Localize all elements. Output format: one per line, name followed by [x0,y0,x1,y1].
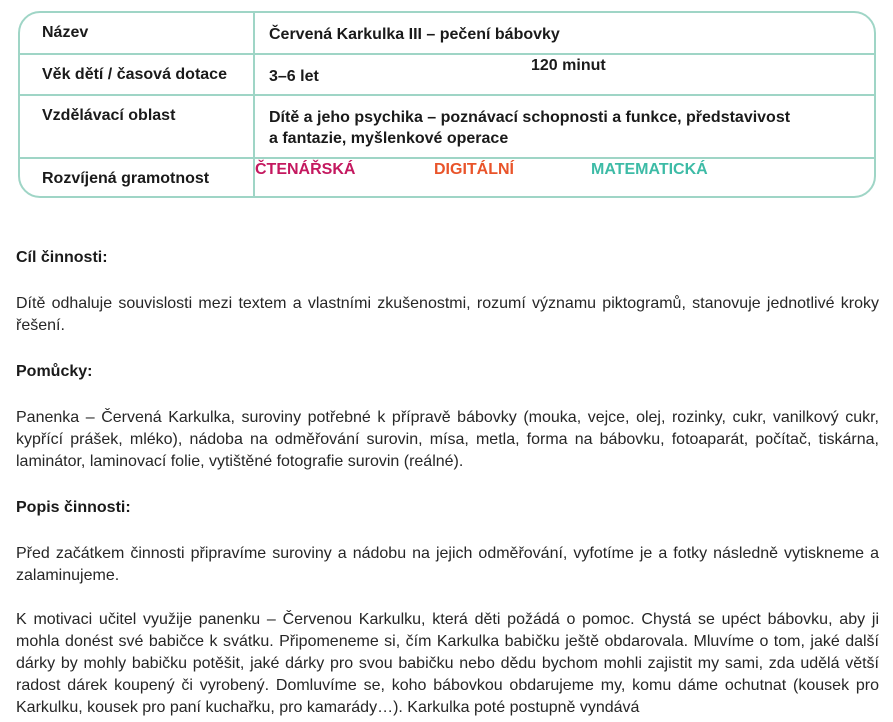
value-nazev: Červená Karkulka III – pečení bábovky [269,26,560,43]
pomucky-heading: Pomůcky: [16,363,93,380]
row-vzdelavaci-oblast [20,96,874,159]
value-gramotnost [255,159,874,198]
row-gramotnost [20,159,874,198]
value-vek-dotace [255,55,874,94]
label-nazev: Název [20,13,255,53]
label-vzdelavaci-oblast: Vzdělávací oblast [20,96,255,157]
popis-heading: Popis činnosti: [16,499,131,516]
document-body [16,247,879,719]
popis-text-2: K motivaci učitel využije panenku – Červenou Karkulku, která děti požádá o pomoc. Chystá se upéct bábovku, aby ji mohla donést své babičce k svátku. Připomeneme si, čím Karkulka babičku ještě obdarovala. Mluvíme o tom, jaké další dárky by mohly babičku potěšit, jaké dárky pro svou babičku nebo dědu bychom mohli zajistit my sami, zda udělá větší radost dárek koupený či vyrobený. Domluvíme se, koho bábovkou obdarujeme my, komu dáme ochutnat (kousek pro Karkulku, kousek pro paní kuchařku, pro kamarády…). Karkulka poté postupně vyndává [16,611,879,716]
time-allocation: 120 minut [531,57,606,74]
pomucky-text: Panenka – Červená Karkulka, suroviny potřebné k přípravě bábovky (mouka, vejce, olej, rozinky, cukr, vanilkový cukr, kypřící prášek, mléko), nádoba na odměřování surovin, mísa, metla, forma na bábovku, fotoaparát, počítač, tiskárna, laminátor, laminovací folie, vytištěné fotografie surovin (reálné). [16,409,879,470]
popis-text-1: Před začátkem činnosti připravíme suroviny a nádobu na jejich odměřování, vyfotíme je a fotky následně vytiskneme a zalaminujeme. [16,545,879,584]
cil-text: Dítě odhaluje souvislosti mezi textem a vlastními zkušenostmi, rozumí významu piktogramů, stanovuje jednotlivé kroky řešení. [16,295,879,334]
literacy-ctenarska: ČTENÁŘSKÁ [255,161,356,178]
oblast-line-2: a fantazie, myšlenkové operace [269,130,509,147]
label-gramotnost: Rozvíjená gramotnost [20,159,255,198]
cil-heading: Cíl činnosti: [16,249,108,266]
literacy-matematicka: MATEMATICKÁ [591,161,708,178]
row-vek-dotace [20,55,874,96]
literacy-digitalni: DIGITÁLNÍ [434,161,514,178]
label-vek-dotace: Věk dětí / časová dotace [20,55,255,94]
age-range: 3–6 let [269,68,319,85]
oblast-line-1: Dítě a jeho psychika – poznávací schopnosti a funkce, představivost [269,109,791,126]
row-nazev [20,13,874,55]
value-vzdelavaci-oblast [255,96,874,157]
activity-info-table [18,11,876,198]
